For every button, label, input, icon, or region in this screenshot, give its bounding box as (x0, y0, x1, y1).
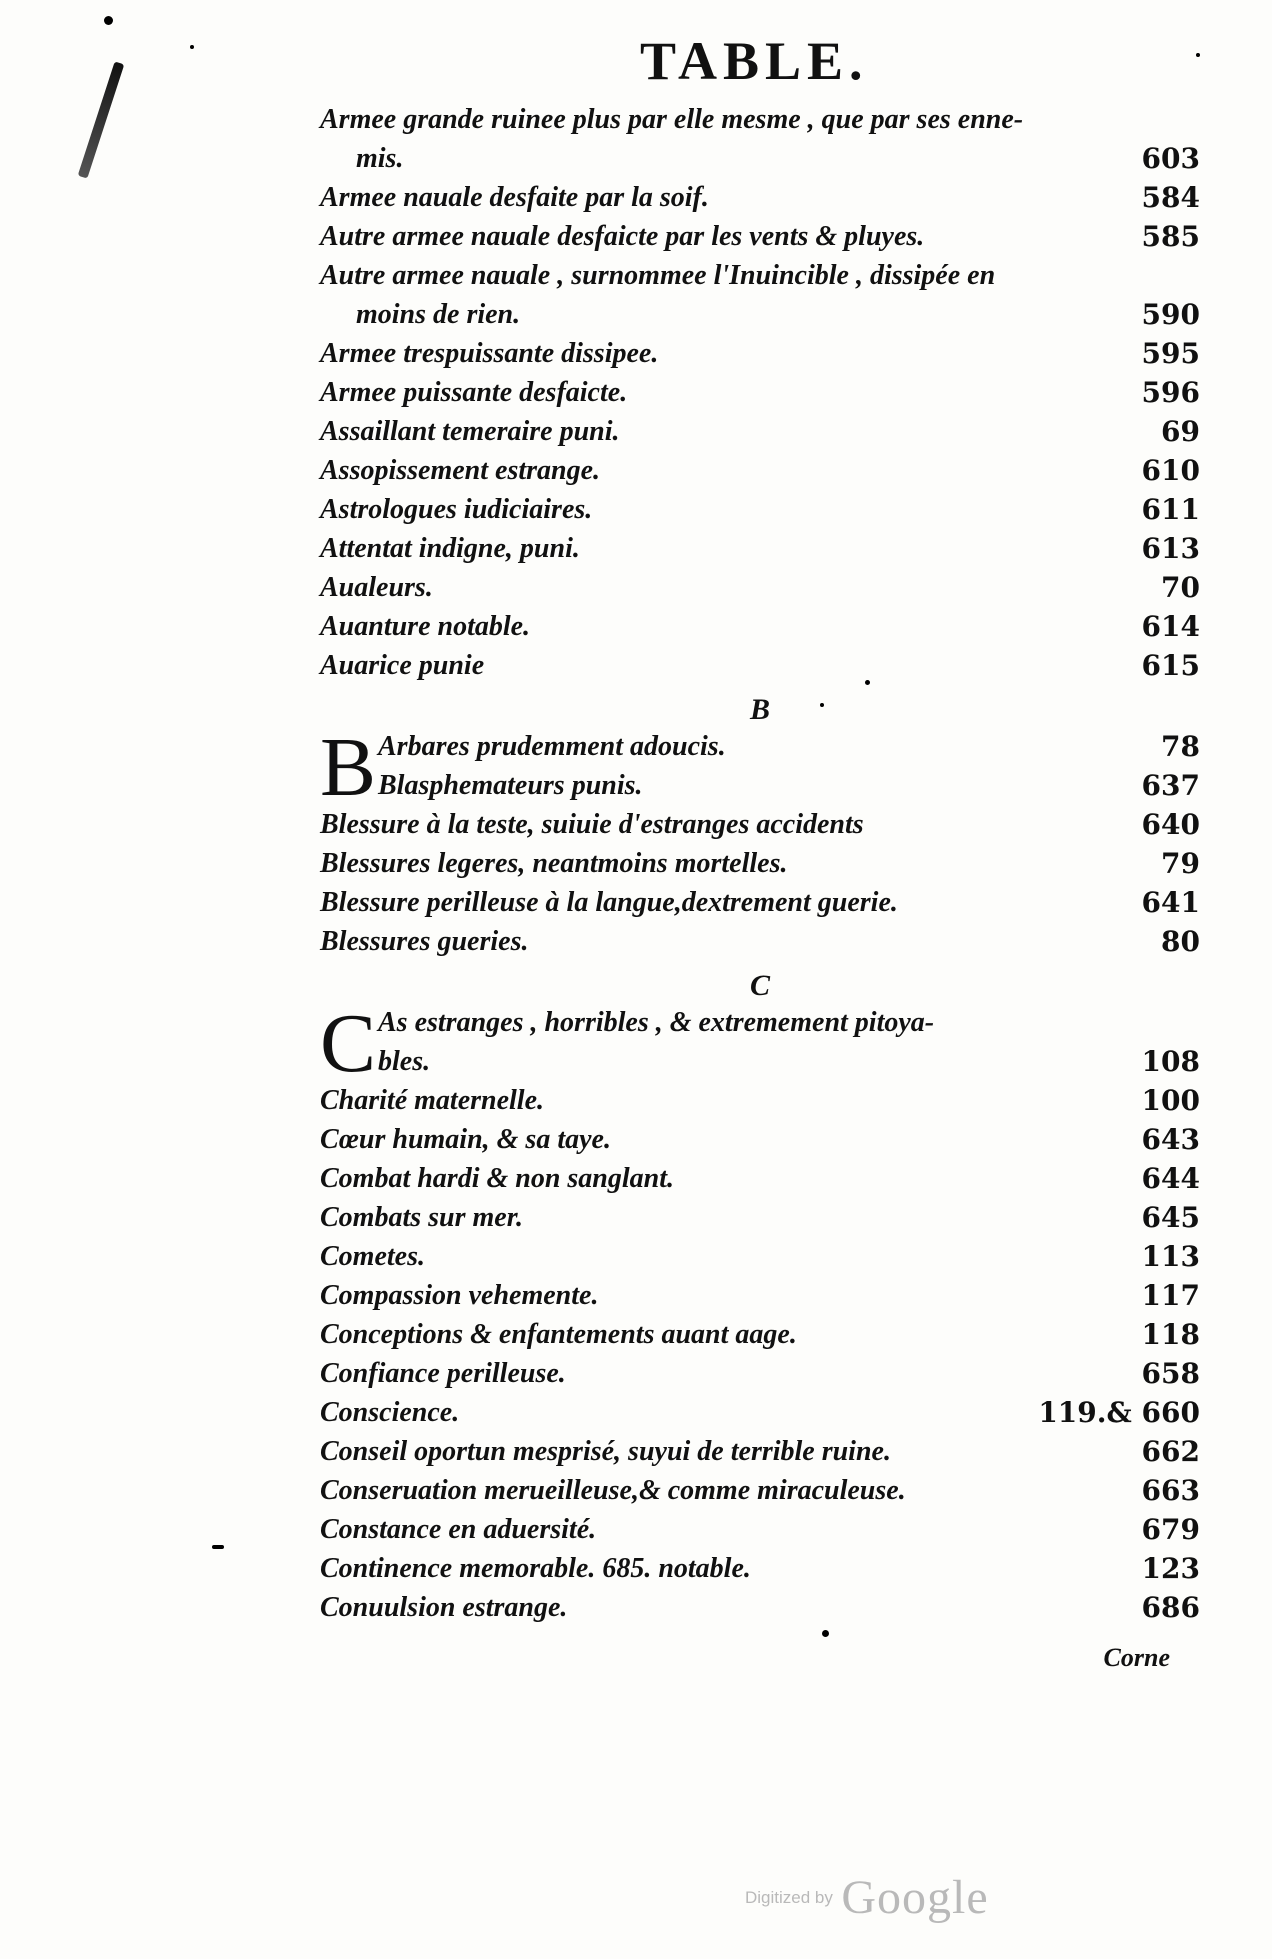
entry-text: Cometes. (320, 1241, 425, 1272)
index-entry (320, 490, 1200, 529)
page-number: 584 (1141, 181, 1200, 214)
entry-text: Blasphemateurs punis. (378, 770, 643, 801)
index-entry (320, 1120, 1200, 1159)
page-number: 641 (1141, 886, 1200, 919)
entry-text: Armee grande ruinee plus par elle mesme , que par ses enne- (320, 104, 1024, 135)
watermark-prefix: Digitized by (745, 1887, 833, 1907)
google-logo: Google (841, 1871, 989, 1924)
page-number: 611 (1141, 493, 1200, 526)
index-entry (320, 217, 1200, 256)
entry-text: Conceptions & enfantements auant aage. (320, 1319, 797, 1350)
index-entry (320, 1354, 1200, 1393)
index-entry (320, 178, 1200, 217)
page-title: TABLE. (640, 31, 869, 91)
page-number: 596 (1141, 376, 1200, 409)
entry-text: As estranges , horribles , & extremement pitoya- (378, 1007, 935, 1038)
entry-text: Armee trespuissante dissipee. (320, 338, 659, 369)
index-entry (320, 844, 1200, 883)
index-entries (320, 100, 1200, 1672)
index-entry (320, 883, 1200, 922)
dropcap-entries-b (320, 721, 1200, 814)
page-number: 640 (1141, 808, 1200, 841)
entry-text: Blessure perilleuse à la langue,dextrement guerie. (320, 887, 898, 918)
entry-text: Charité maternelle. (320, 1085, 544, 1116)
entry-text: Autre armee nauale , surnommee l'Inuincible , dissipée en (320, 260, 996, 291)
ink-speck (104, 16, 113, 25)
page-number: 123 (1141, 1552, 1200, 1585)
entry-text: Compassion vehemente. (320, 1280, 599, 1311)
page-number: 108 (1141, 1045, 1200, 1078)
page-number: 643 (1141, 1123, 1200, 1156)
margin-ink-mark (78, 61, 125, 178)
page-number: 615 (1141, 649, 1200, 682)
index-entry (320, 607, 1200, 646)
index-entry (320, 529, 1200, 568)
index-entry (320, 451, 1200, 490)
section-letter-b: B (749, 693, 770, 726)
page-number: 644 (1141, 1162, 1200, 1195)
index-entry (320, 1237, 1200, 1276)
page-number: 79 (1161, 847, 1200, 880)
index-entry (320, 568, 1200, 607)
page-number: 119.& 660 (1038, 1396, 1200, 1429)
entry-text: Astrologues iudiciaires. (320, 494, 593, 525)
index-entry (320, 1432, 1200, 1471)
index-entry (320, 1276, 1200, 1315)
page-number: 662 (1141, 1435, 1200, 1468)
entry-text: Blessures legeres, neantmoins mortelles. (320, 848, 788, 879)
page-number: 590 (1141, 298, 1200, 331)
entry-text: Attentat indigne, puni. (320, 533, 580, 564)
drop-cap: C (320, 997, 377, 1090)
page-number: 686 (1141, 1591, 1200, 1624)
page-number: 118 (1141, 1318, 1200, 1351)
index-entry (320, 100, 1200, 178)
page-number: 585 (1141, 220, 1200, 253)
index-entry (320, 646, 1200, 685)
page-number: 113 (1141, 1240, 1200, 1273)
entry-text: Assopissement estrange. (320, 455, 601, 486)
index-entry (378, 1042, 1200, 1081)
entry-text: Conscience. (320, 1397, 460, 1428)
entry-text: Combat hardi & non sanglant. (320, 1163, 675, 1194)
index-entry (320, 373, 1200, 412)
page-number: 610 (1141, 454, 1200, 487)
index-entry (320, 1393, 1200, 1432)
entry-text: Auanture notable. (320, 611, 531, 642)
index-entry (320, 1510, 1200, 1549)
index-entry (378, 766, 1200, 805)
entry-text: Combats sur mer. (320, 1202, 524, 1233)
entry-text: Autre armee nauale desfaicte par les vents & pluyes. (320, 221, 925, 252)
entry-text: Cœur humain, & sa taye. (320, 1124, 611, 1155)
entry-text: Continence memorable. 685. notable. (320, 1553, 751, 1584)
page-number: 614 (1141, 610, 1200, 643)
entry-text: Conseil oportun mesprisé, suyui de terrible ruine. (320, 1436, 891, 1467)
index-entry (378, 727, 1200, 766)
index-entry (320, 256, 1200, 334)
page-number: 679 (1141, 1513, 1200, 1546)
ink-speck (212, 1545, 224, 1549)
page-number: 70 (1161, 571, 1200, 604)
section-letter-c: C (749, 969, 770, 1002)
entry-text-continued: mis. (356, 143, 404, 174)
index-entry (320, 1198, 1200, 1237)
catchword: Corne (1103, 1643, 1170, 1672)
drop-cap: B (320, 721, 377, 814)
page-number: 80 (1161, 925, 1200, 958)
page-number: 613 (1141, 532, 1200, 565)
entry-text: Constance en aduersité. (320, 1514, 597, 1545)
entry-text: Armee puissante desfaicte. (320, 377, 628, 408)
page-number: 658 (1141, 1357, 1200, 1390)
page-number: 645 (1141, 1201, 1200, 1234)
index-entry (320, 1549, 1200, 1588)
ink-speck (822, 1630, 829, 1637)
entry-text: Arbares prudemment adoucis. (378, 731, 726, 762)
index-entry (320, 1159, 1200, 1198)
page-number: 78 (1161, 730, 1200, 763)
index-entry (320, 1315, 1200, 1354)
ink-speck (190, 45, 194, 49)
page-number: 603 (1141, 142, 1200, 175)
dropcap-entries-c (320, 997, 1200, 1090)
page-number: 595 (1141, 337, 1200, 370)
entry-text: Conseruation merueilleuse,& comme miraculeuse. (320, 1475, 906, 1506)
index-entry (320, 922, 1200, 961)
entry-text: Conuulsion estrange. (320, 1592, 568, 1623)
digitized-watermark (745, 1870, 989, 1925)
entry-text: Confiance perilleuse. (320, 1358, 566, 1389)
page-number: 69 (1161, 415, 1200, 448)
page-number: 100 (1141, 1084, 1200, 1117)
index-entry (320, 1081, 1200, 1120)
page-number: 117 (1141, 1279, 1200, 1312)
page-number: 637 (1141, 769, 1200, 802)
entry-text: Blessures gueries. (320, 926, 529, 957)
entry-text: Auarice punie (320, 650, 485, 681)
entry-text: Assaillant temeraire puni. (320, 416, 620, 447)
entry-text-continued: moins de rien. (356, 299, 521, 330)
index-entry (320, 334, 1200, 373)
entry-text: Blessure à la teste, suiuie d'estranges accidents (320, 809, 864, 840)
index-entry (320, 805, 1200, 844)
entry-text: Aualeurs. (320, 572, 433, 603)
index-entry (320, 1588, 1200, 1627)
ink-speck (1196, 53, 1200, 57)
entry-text-continued: bles. (378, 1046, 431, 1077)
entry-text: Armee nauale desfaite par la soif. (320, 182, 709, 213)
index-entry (320, 1471, 1200, 1510)
index-entry (320, 412, 1200, 451)
page-number: 663 (1141, 1474, 1200, 1507)
